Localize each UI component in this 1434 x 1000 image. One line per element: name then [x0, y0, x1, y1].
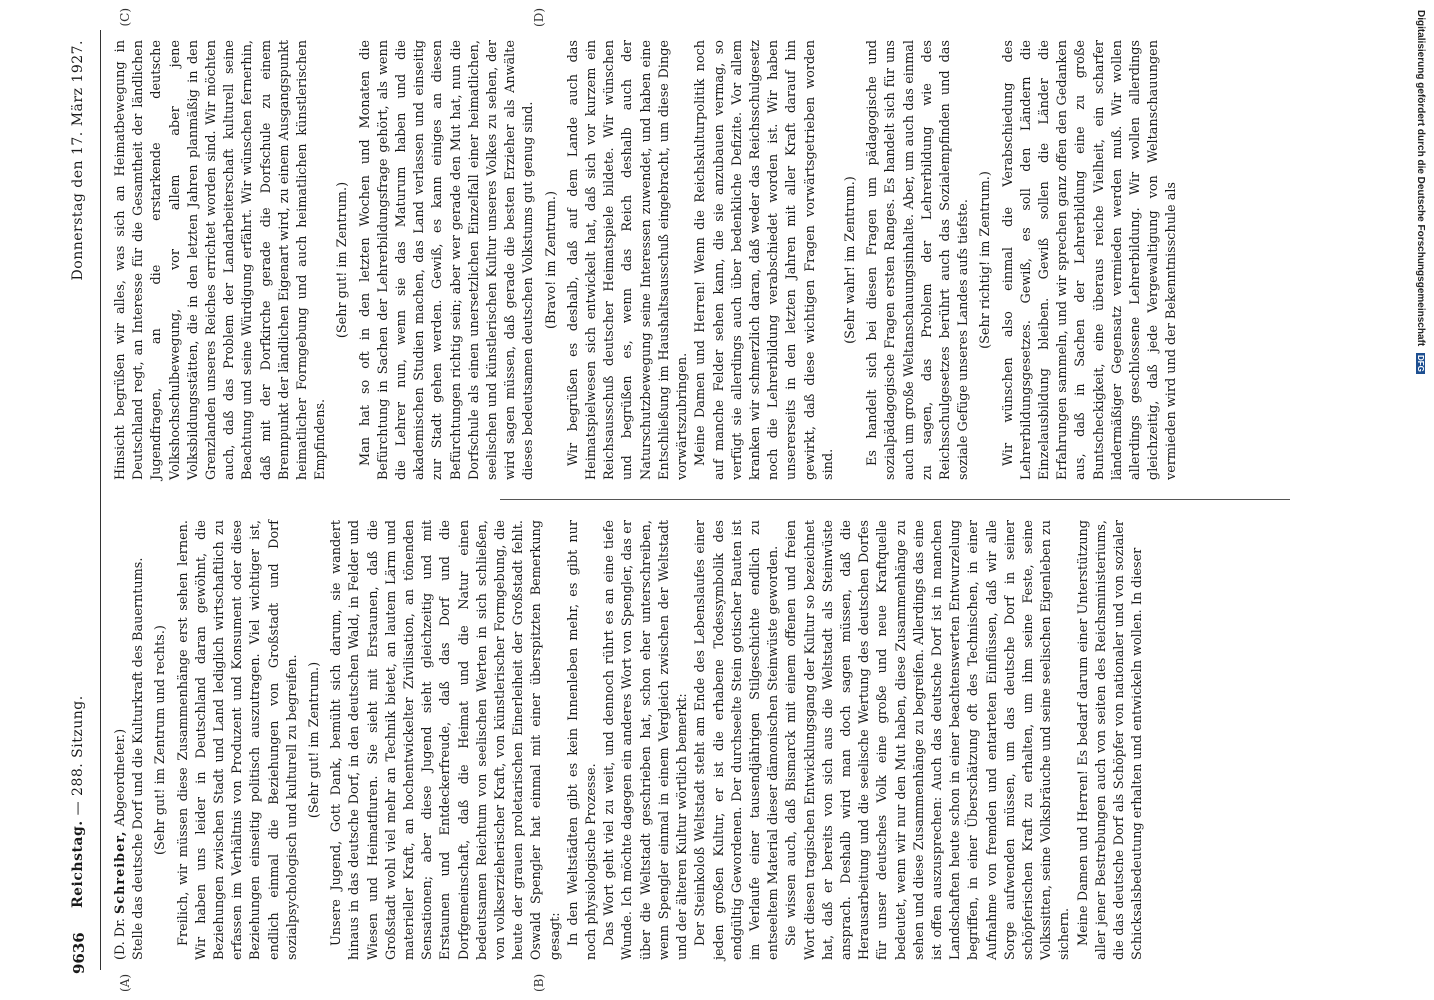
margin-mark-c: (C) — [118, 8, 132, 27]
paragraph: Das Wort geht viel zu weit, und dennoch rührt es an eine tiefe Wunde. Ich möchte dagegen ein anderes Wort von Spengler, das er über die Weltstadt geschrieben hat, schon eher unterschreiben, wenn Spengler einmal in einem Vergleich zwischen der Weltstadt und der älteren Kultur wörtlich bemerkt: — [602, 520, 691, 960]
session-label: — 288. Sitzung. — [70, 695, 86, 816]
speaker-line — [112, 520, 130, 960]
dfg-logo: DFG — [1416, 354, 1425, 372]
speaker-role: Abgeordneter.) — [113, 728, 128, 827]
speaker-prefix: (D. Dr. — [113, 918, 128, 960]
digitization-credit — [1404, 10, 1432, 990]
left-column — [112, 520, 1147, 960]
paragraph: Meine Damen und Herren! Es bedarf darum einer Unterstützung aller jener Bestrebungen auch von seiten des Reichsministeriums, die das deutsche Dorf als Schöpfer von nationaler und von sozialer Schicksalsbedeutung erhalten und entwickeln wollen. In dieser — [1075, 520, 1146, 960]
header-rule — [100, 30, 101, 970]
publication-name: Reichstag. — [70, 820, 86, 908]
interjection: (Sehr gut! im Zentrum und rechts.) — [153, 625, 169, 855]
interjection: (Sehr richtig! im Zentrum.) — [978, 171, 994, 349]
page-number: 9636 — [70, 932, 88, 974]
right-column — [112, 40, 1182, 480]
paragraph: Man hat so oft in den letzten Wochen und Monaten die Befürchtung in Sachen der Lehrerbildungsfrage gehört, als wenn die Lehrer nun, wenn sie das Maturum haben und die akademischen Studien machen, das Land verlassen und einseitig zur Stadt gehen werden. Gewiß, es kann einiges an diesen Befürchtungen richtig sein; aber wer gerade den Mut hat, nun die Dorfschule als einen unersetzlichen Einzelfall einer heimatlichen, seelischen und künstlerischen Kultur unseres Volkes zu sehen, der wird sagen müssen, daß gerade die besten Erzieher als Anwälte dieses bedeutsamen deutschen Volkstums gut genug sind. — [357, 40, 537, 480]
quotation: In den Weltstädten gibt es kein Innenleben mehr, es gibt nur noch physiologische Prozesse. — [565, 520, 600, 960]
header-date: Donnerstag den 17. März 1927. — [70, 40, 86, 281]
paragraph: Stelle das deutsche Dorf und die Kulturkraft des Bauerntums. — [131, 557, 147, 960]
paragraph: Hinsicht begrüßen wir alles, was sich an Heimatbewegung in Deutschland regt, an Interesse für die Gesamtheit der ländlichen Jugendfragen, an die erstarkende deutsche Volkshochschulbewegung, vor allem aber jene Volksbildungsstätten, die in den letzten Jahren planmäßig in den Grenzlanden unseres Reiches errichtet worden sind. Wir möchten auch, daß das Problem der Landarbeiterschaft kulturell seine Beachtung und seine Würdigung erfährt. Wir wünschen fernerhin, daß mit der Dorfkirche gerade die Dorfschule zu einem Brennpunkt der ländlichen Eigenart wird, zu einem Ausgangspunkt heimatlicher Formgebung und auch heimatlichen künstlerischen Empfindens. — [113, 40, 329, 480]
margin-mark-a: (A) — [118, 973, 132, 992]
header-title — [70, 695, 86, 908]
paragraph: Meine Damen und Herren! Wenn die Reichskulturpolitik noch auf manche Felder sehen kann, die sie anzubauen vermag, so verfügt sie allerdings auch über bedenkliche Defizite. Vor allem kranken wir schmerzlich daran, daß weder das Reichsschulgesetz noch die Lehrerbildung verabschiedet worden ist. Wir haben unsererseits in den letzten Jahren mit aller Kraft darauf hin gewirkt, daß diese wichtigen Fragen vorwärtsgetrieben worden sind. — [693, 40, 836, 480]
margin-mark-d: (D) — [532, 8, 546, 27]
credit-text: Digitalisierung gefördert durch die Deutsche Forschungsgemeinschaft — [1415, 10, 1426, 347]
interjection: (Sehr wahr! im Zentrum.) — [842, 176, 858, 344]
interjection: (Sehr gut! im Zentrum.) — [307, 661, 323, 819]
interjection: (Sehr gut! im Zentrum.) — [335, 181, 351, 339]
paragraph: Es handelt sich bei diesen Fragen um pädagogische und sozialpädagogische Fragen ersten Ranges. Es handelt sich für uns auch um große Weltanschauungsinhalte. Aber, um auch das einmal zu sagen, das Problem der Lehrerbildung wie des Reichsschulgesetzes berührt auch das Sozialempfinden und das soziale Gefüge unseres Landes aufs tiefste. — [865, 40, 972, 480]
margin-mark-b: (B) — [532, 973, 546, 992]
paragraph: Wir wünschen also einmal die Verabschiedung des Lehrerbildungsgesetzes. Gewiß, es soll den Ländern die Einzelausbildung bleiben. Gewiß sollen die Länder die Erfahrungen sammeln, und wir sprechen ganz offen den Gedanken aus, daß in Sachen der Lehrerbildung eine zu große Buntscheckigkeit, eine überaus reiche Vielheit, ein scharfer ländermäßiger Gegensatz vermieden werden muß. Wir wollen allerdings geschlossene Lehrerbildung. Wir wollen allerdings gleichzeitig, daß jede Vergewaltigung von Weltanschauungen vermieden wird und der Bekenntnisschule als — [1000, 40, 1180, 480]
interjection: (Bravo! im Zentrum.) — [543, 191, 559, 329]
paragraph: Freilich, wir müssen diese Zusammenhänge erst sehen lernen. Wir haben uns leider in Deutschland daran gewöhnt, die Beziehungen zwischen Stadt und Land lediglich wirtschaftlich zu erfassen im Verhältnis von Produzent und Konsument oder diese Beziehungen einseitig politisch auszutragen. Viel wichtiger ist, endlich einmal die Beziehungen von Großstadt und Dorf sozialpsychologisch und kulturell zu begreifen. — [175, 520, 300, 960]
paragraph: Unsere Jugend, Gott Dank, bemüht sich darum, sie wandert hinaus in das deutsche Dorf, in den deutschen Wald, in Felder und Wiesen und Heimatfluren. Sie sieht mit Erstaunen, daß die Großstadt wohl viel mehr an Technik bietet, an lautem Lärm und materieller Kraft, an hochentwickelter Zivilisation, an tönenden Sensationen; aber diese Jugend sieht gleichzeitig und mit Erstaunen und Entdeckerfreude, daß das Dorf und die Dorfgemeinschaft, daß die Heimat und die Natur einen bedeutsamen Reichtum von seelischen Werten in sich schließen, von volkserzieherischer Kraft, von künstlerischer Formgebung, die heute der grauen proletarischen Einerleiheit der Großstadt fehlt. Oswald Spengler hat einmal mit einer überspitzten Bemerkung gesagt: — [329, 520, 563, 960]
column-divider — [500, 499, 1290, 500]
page-header — [70, 0, 110, 1000]
paragraph: Wir begrüßen es deshalb, daß auf dem Lande auch das Heimatspielwesen sich entwickelt hat, daß sich vor kurzem ein Reichsausschuß deutscher Heimatspiele bildete. Wir wünschen und begrüßen es, wenn das Reich deshalb auch der Naturschutzbewegung seine Interessen zuwendet, und haben eine Entschließung im Haushaltsausschuß eingebracht, um diese Dinge vorwärtszubringen. — [565, 40, 691, 480]
paragraph: Sie wissen auch, daß Bismarck mit einem offenen und freien Wort diesen tragischen Entwicklungsgang der Kultur so bezeichnet hat, daß er bereits von sich aus die Weltstadt als Steinwüste ansprach. Deshalb wird man doch sagen müssen, daß die Herausarbeitung und die seelische Wertung des deutschen Dorfes für unser deutsches Volk eine große und neue Kraftquelle bedeutet, wenn wir nur den Mut haben, diese Zusammenhänge zu sehen und diese Zusammenhänge zu begreifen. Allerdings das eine ist offen auszusprechen: Auch das deutsche Dorf ist in manchen Landschaften heute schon in einer beachtenswerten Entwurzelung begriffen, in einer Überschätzung oft des Technischen, in einer Aufnahme von fremden und entarteten Einflüssen, daß wir alle Sorge aufwenden müssen, um das deutsche Dorf in seiner schöpferischen Kraft zu erhalten, um ihm seine Feste, seine Volkssitten, seine Volksbräuche und seine seelischen Eigenleben zu sichern. — [784, 520, 1073, 960]
speaker-name: Schreiber, — [113, 830, 128, 914]
quotation: Der Steinkoloß Weltstadt steht am Ende des Lebenslaufes einer jeden großen Kultur, er ist die erhabene Todessymbolik des endgültig Gewordenen. Der durchseelte Stein gotischer Bauten ist im Verlaufe einer tausendjährigen Stilgeschichte endlich zu entseeltem Material dieser dämonischen Steinwüste geworden. — [693, 520, 782, 960]
